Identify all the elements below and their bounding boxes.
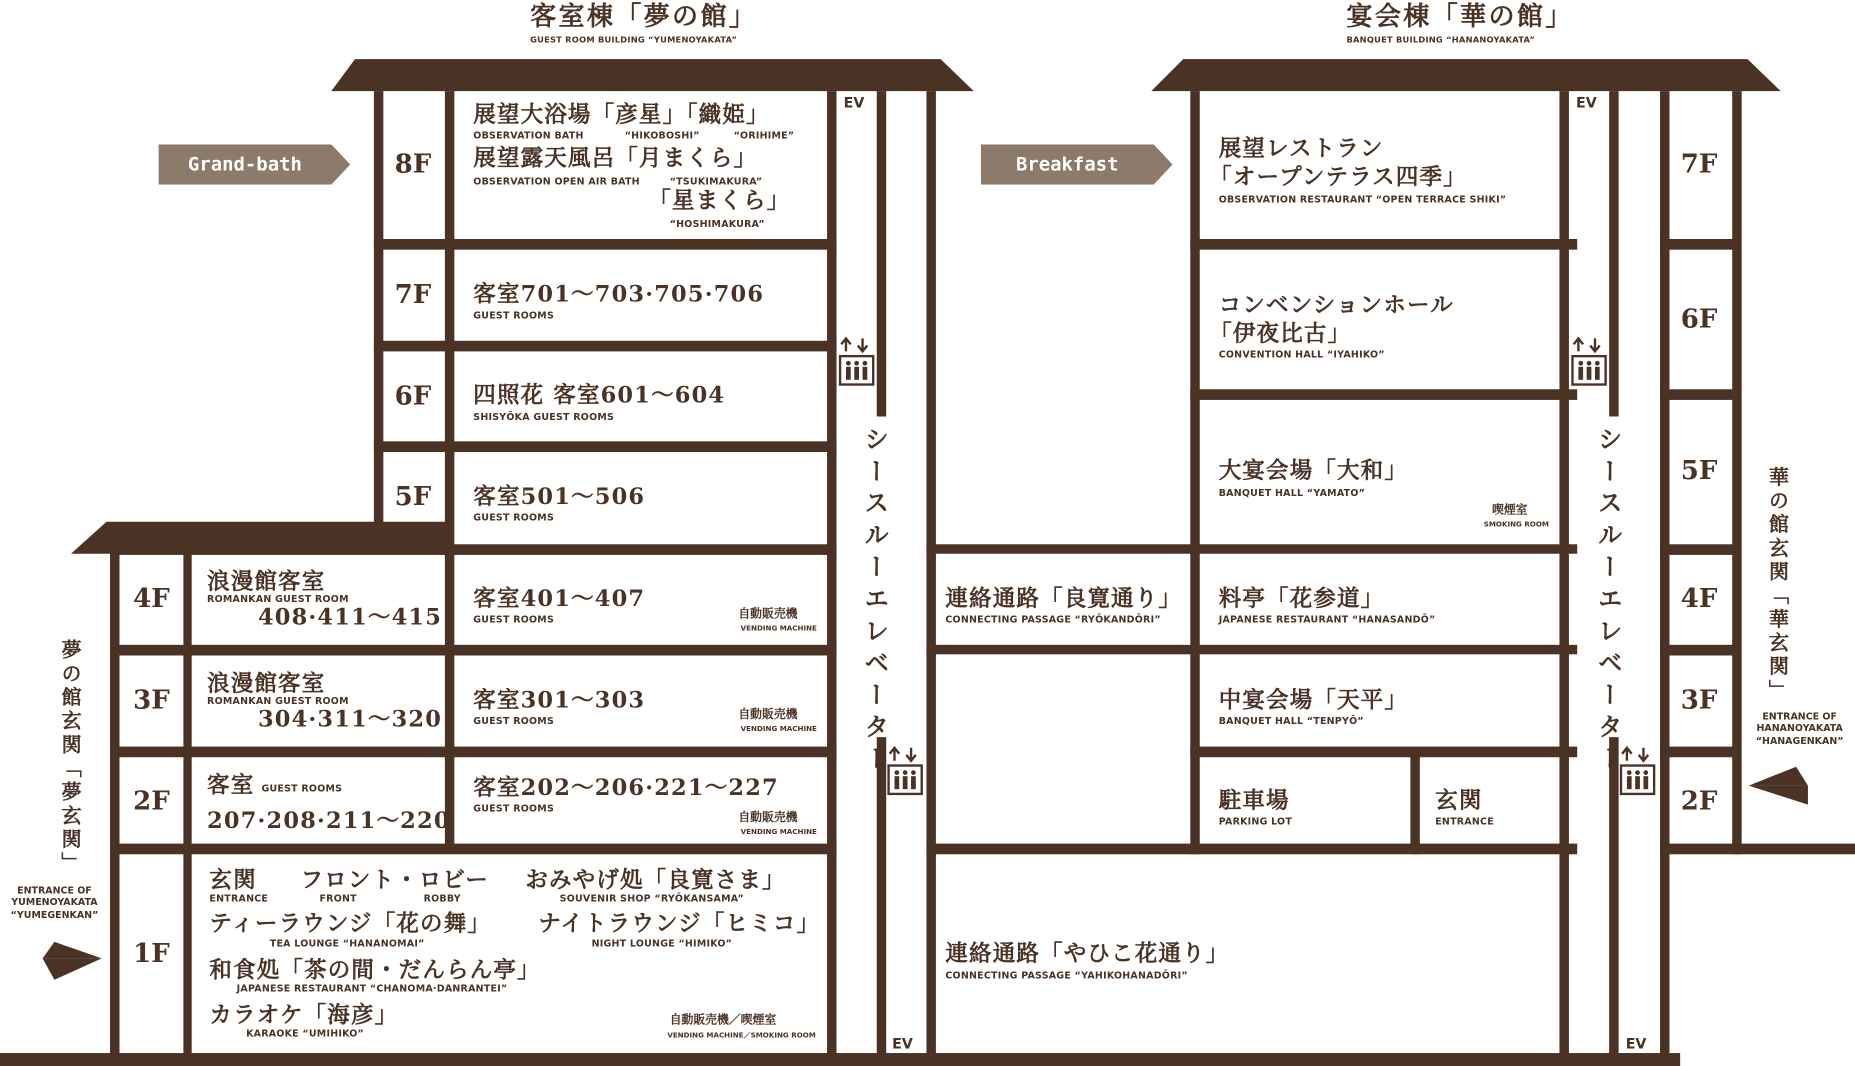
entrance-1f-en: ENTRANCE bbox=[209, 893, 269, 904]
romankan-4f-en: ROMANKAN GUEST ROOM bbox=[207, 593, 349, 605]
breakfast-tag[interactable] bbox=[981, 144, 1173, 184]
banquet-entrance-jp: 玄関 bbox=[1435, 788, 1483, 815]
night-lounge-jp: ナイトラウンジ「ヒミコ」 bbox=[538, 911, 821, 938]
vending-2f-jp: 自動販売機 bbox=[738, 811, 798, 825]
banquet-3f-jp: 中宴会場「天平」 bbox=[1218, 687, 1409, 714]
annex-left-wall bbox=[110, 547, 119, 1056]
guest-building-title-en: GUEST ROOM BUILDING “YUMENOYAKATA” bbox=[530, 35, 738, 45]
guest-slab-2f bbox=[110, 747, 836, 758]
vending-smoking-1f-jp: 自動販売機／喫煙室 bbox=[669, 1014, 777, 1028]
guest-elevator-shaft-right bbox=[926, 91, 935, 1055]
ryotei-4f-jp: 料亭「花参道」 bbox=[1218, 585, 1385, 612]
guest-tower-left-wall bbox=[374, 91, 383, 554]
convention-6f-jp1: コンベンションホール bbox=[1218, 292, 1454, 319]
guest-right-wall bbox=[827, 91, 836, 1055]
guest-floor-label-divider bbox=[445, 91, 454, 554]
vending-3f-en: VENDING MACHINE bbox=[740, 725, 817, 734]
yume-entrance-arrow-bottom bbox=[43, 958, 102, 979]
smoking-room-jp: 喫煙室 bbox=[1492, 504, 1528, 518]
banquet-slab-5f bbox=[1190, 389, 1577, 400]
banquet-building-title: 宴会棟「華の館」 bbox=[1346, 1, 1574, 32]
banquet-3f-en: BANQUET HALL “TENPYŌ” bbox=[1218, 715, 1364, 727]
romankan-3f-rooms: 304·311～320 bbox=[257, 706, 443, 733]
guest-2f-left-en: GUEST ROOMS bbox=[261, 783, 343, 794]
orihime-en: “ORIHIME” bbox=[733, 130, 795, 141]
souvenir-shop-en: SOUVENIR SHOP “RYŌKANSAMA” bbox=[559, 893, 744, 904]
banquet-label-slab-5f bbox=[1660, 389, 1737, 400]
banquet-floor-3f: 3F bbox=[1680, 685, 1718, 716]
open-air-bath-jp: 展望露天風呂「月まくら」 bbox=[473, 145, 758, 172]
guest-3f-rooms-en: GUEST ROOMS bbox=[473, 715, 554, 727]
guest-6f-rooms-en: SHISYŌKA GUEST ROOMS bbox=[473, 411, 615, 423]
banquet-left-wall bbox=[1190, 91, 1199, 854]
tsukimakura-en: “TSUKIMAKURA” bbox=[669, 176, 763, 187]
elevator-icon-guest-lower bbox=[889, 748, 922, 794]
banquet-5f-jp: 大宴会場「大和」 bbox=[1218, 457, 1409, 484]
ev-label-guest-bottom: EV bbox=[892, 1035, 913, 1052]
banquet-shaft-right bbox=[1660, 91, 1669, 1055]
banquet-right-wall bbox=[1732, 91, 1741, 854]
connect-slab-4f bbox=[926, 544, 1577, 553]
connecting-4f-jp: 連絡通路「良寛通り」 bbox=[945, 585, 1183, 612]
karaoke-jp: カラオケ「海彦」 bbox=[209, 1002, 399, 1029]
ground-line bbox=[0, 1053, 1680, 1066]
robby-en: ROBBY bbox=[423, 893, 461, 904]
guest-5f-rooms-en: GUEST ROOMS bbox=[473, 512, 554, 523]
banquet-shaft-left bbox=[1559, 91, 1568, 1055]
observation-bath-en: OBSERVATION BATH bbox=[473, 130, 584, 141]
banquet-floor-2f: 2F bbox=[1680, 785, 1718, 817]
guest-floor-6f: 6F bbox=[394, 380, 432, 412]
parking-jp: 駐車場 bbox=[1218, 788, 1290, 815]
guest-floor-8f: 8F bbox=[394, 149, 432, 180]
yume-entrance-en-3: “YUMEGENKAN” bbox=[10, 909, 99, 921]
entrance-1f-jp: 玄関 bbox=[209, 867, 257, 894]
hoshimakura-jp: 「星まくら」 bbox=[648, 188, 791, 215]
karaoke-en: KARAOKE “UMIHIKO” bbox=[246, 1028, 365, 1039]
tea-lounge-en: TEA LOUNGE “HANANOMAI” bbox=[269, 938, 425, 949]
annex-right-divider bbox=[445, 547, 454, 848]
romankan-4f-jp: 浪漫館客室 bbox=[207, 569, 326, 596]
guest-floor-4f: 4F bbox=[133, 583, 170, 615]
yume-entrance-en-2: YUMENOYAKATA bbox=[11, 897, 98, 908]
souvenir-shop-jp: おみやげ処「良寛さま」 bbox=[525, 867, 786, 894]
elevator-icon-banquet-lower bbox=[1621, 748, 1654, 794]
breakfast-label: Breakfast bbox=[1015, 152, 1119, 176]
guest-floor-1f: 1F bbox=[133, 938, 170, 970]
banquet-label-slab-4f bbox=[1660, 544, 1737, 555]
guest-building-title: 客室棟「夢の館」 bbox=[530, 1, 758, 32]
connecting-1f-en: CONNECTING PASSAGE “YAHIKOHANADŌRI” bbox=[945, 970, 1188, 981]
guest-floor-3f: 3F bbox=[133, 685, 170, 716]
yume-entrance-en bbox=[0, 885, 109, 922]
guest-tower-slab-1 bbox=[374, 341, 837, 352]
guest-floor-5f: 5F bbox=[394, 481, 432, 513]
guest-4f-rooms-jp: 客室401～407 bbox=[473, 585, 646, 612]
guest-3f-rooms-jp: 客室301～303 bbox=[473, 687, 646, 714]
open-air-bath-en: OBSERVATION OPEN AIR BATH bbox=[473, 176, 640, 187]
banquet-ground-ledge bbox=[1660, 844, 1855, 855]
yume-entrance-jp: 夢の館玄関「夢玄関」 bbox=[56, 638, 81, 876]
parking-en: PARKING LOT bbox=[1218, 816, 1293, 828]
banquet-elevator-shaft-upper bbox=[1609, 91, 1618, 416]
guest-elevator-shaft-lower bbox=[877, 737, 886, 1055]
yume-entrance-arrow-top bbox=[43, 942, 102, 959]
banquet-building-title-en: BANQUET BUILDING “HANANOYAKATA” bbox=[1346, 35, 1536, 45]
guest-2f-rooms-en: GUEST ROOMS bbox=[473, 803, 554, 815]
romankan-4f-rooms: 408·411～415 bbox=[257, 604, 443, 631]
vending-2f-en: VENDING MACHINE bbox=[740, 828, 817, 837]
guest-roof bbox=[331, 59, 973, 91]
tea-lounge-jp: ティーラウンジ「花の舞」 bbox=[209, 911, 492, 938]
romankan-3f-jp: 浪漫館客室 bbox=[207, 670, 326, 697]
front-lobby-jp: フロント・ロビー bbox=[300, 867, 489, 894]
hana-entrance-jp: 華の館玄関「華玄関」 bbox=[1764, 466, 1788, 703]
hana-entrance-en-2: HANANOYAKATA bbox=[1756, 723, 1843, 735]
banquet-floor-5f: 5F bbox=[1680, 455, 1718, 487]
guest-tower-slab-2 bbox=[374, 441, 837, 452]
ryotei-4f-en: JAPANESE RESTAURANT “HANASANDŌ” bbox=[1218, 614, 1436, 625]
convention-6f-jp2: 「伊夜比古」 bbox=[1209, 320, 1352, 347]
hana-entrance-arrow-top bbox=[1749, 786, 1808, 805]
guest-2f-left-jp: 客室 bbox=[207, 772, 255, 799]
grand-bath-label: Grand-bath bbox=[187, 152, 302, 176]
banquet-floor-7f: 7F bbox=[1680, 149, 1718, 180]
guest-slab-3f bbox=[110, 645, 836, 656]
grand-bath-tag[interactable] bbox=[159, 144, 351, 184]
guest-5f-rooms-jp: 客室501～506 bbox=[473, 483, 646, 510]
connect-slab-3f bbox=[926, 645, 1577, 654]
guest-floor-2f: 2F bbox=[133, 785, 170, 817]
guest-2f-left-rooms: 207·208·211～220 bbox=[207, 808, 451, 835]
banquet-floor-6f: 6F bbox=[1680, 304, 1718, 335]
annex-floor-label-divider bbox=[183, 547, 191, 1056]
front-en: FRONT bbox=[319, 893, 357, 904]
connecting-4f-en: CONNECTING PASSAGE “RYŌKANDŌRI” bbox=[945, 614, 1161, 625]
guest-elevator-shaft-upper bbox=[877, 91, 886, 416]
connect-slab-1f bbox=[926, 844, 1577, 855]
hana-entrance-en-1: ENTRANCE OF bbox=[1762, 711, 1837, 722]
ev-label-banquet-top: EV bbox=[1576, 94, 1597, 112]
smoking-room-en: SMOKING ROOM bbox=[1483, 520, 1549, 529]
banquet-roof bbox=[1151, 59, 1780, 91]
hana-entrance-arrow-upper bbox=[1749, 767, 1808, 786]
banquet-5f-en: BANQUET HALL “YAMATO” bbox=[1218, 487, 1366, 499]
convention-6f-en: CONVENTION HALL “IYAHIKO” bbox=[1218, 349, 1385, 360]
banquet-slab-2f bbox=[1190, 747, 1577, 758]
banquet-label-slab-3f bbox=[1660, 645, 1737, 656]
banquet-label-slab-2f bbox=[1660, 747, 1737, 758]
restaurant-7f-jp2: 「オープンテラス四季」 bbox=[1209, 164, 1467, 191]
guest-slab-1f bbox=[110, 844, 836, 855]
vending-3f-jp: 自動販売機 bbox=[738, 708, 798, 722]
romankan-3f-en: ROMANKAN GUEST ROOM bbox=[207, 695, 349, 707]
guest-7f-rooms-jp: 客室701～703·705·706 bbox=[473, 281, 765, 308]
hana-entrance-en-3: “HANAGENKAN” bbox=[1755, 735, 1844, 747]
connecting-1f-jp: 連絡通路「やひこ花通り」 bbox=[945, 940, 1230, 967]
observation-bath-jp: 展望大浴場「彦星」「織姫」 bbox=[473, 101, 770, 128]
night-lounge-en: NIGHT LOUNGE “HIMIKO” bbox=[591, 938, 733, 949]
banquet-label-slab-6f bbox=[1660, 239, 1737, 250]
restaurant-7f-jp1: 展望レストラン bbox=[1218, 136, 1384, 163]
ev-label-banquet-bottom: EV bbox=[1625, 1035, 1647, 1052]
guest-slab-4f bbox=[110, 544, 836, 555]
banquet-elevator-shaft-lower bbox=[1609, 737, 1618, 1055]
banquet-floor-4f: 4F bbox=[1680, 583, 1718, 615]
guest-floor-7f: 7F bbox=[394, 279, 432, 310]
ev-label-guest-top: EV bbox=[843, 94, 865, 112]
hoshimakura-en: “HOSHIMAKURA” bbox=[669, 218, 765, 230]
hikoboshi-en: “HIKOBOSHI” bbox=[624, 130, 700, 141]
guest-6f-rooms-jp: 四照花 客室601～604 bbox=[473, 382, 726, 409]
washoku-en: JAPANESE RESTAURANT “CHANOMA·DANRANTEI” bbox=[236, 983, 508, 994]
vending-4f-jp: 自動販売機 bbox=[738, 608, 798, 622]
vending-smoking-1f-en: VENDING MACHINE／SMOKING ROOM bbox=[667, 1031, 816, 1041]
vending-4f-en: VENDING MACHINE bbox=[740, 624, 817, 634]
guest-7f-rooms-en: GUEST ROOMS bbox=[473, 309, 554, 321]
guest-tower-slab-0 bbox=[374, 239, 837, 250]
elevator-icon-banquet-upper bbox=[1572, 338, 1605, 384]
hana-entrance-en bbox=[1744, 711, 1855, 748]
yume-entrance-en-1: ENTRANCE OF bbox=[17, 885, 92, 896]
guest-4f-rooms-en: GUEST ROOMS bbox=[473, 614, 554, 625]
washoku-jp: 和食処「茶の間・だんらん亭」 bbox=[209, 957, 541, 984]
elevator-icon-guest-upper bbox=[840, 338, 873, 384]
restaurant-7f-en: OBSERVATION RESTAURANT “OPEN TERRACE SHIKI” bbox=[1218, 194, 1507, 205]
see-through-elevator-guest: シースルーエレベーター bbox=[861, 425, 891, 778]
banquet-entrance-en: ENTRANCE bbox=[1435, 816, 1494, 828]
see-through-elevator-banquet: シースルーエレベーター bbox=[1594, 425, 1625, 778]
banquet-entrance-divider bbox=[1410, 749, 1419, 854]
banquet-slab-6f bbox=[1190, 239, 1577, 250]
guest-2f-rooms-jp: 客室202～206·221～227 bbox=[473, 774, 779, 802]
